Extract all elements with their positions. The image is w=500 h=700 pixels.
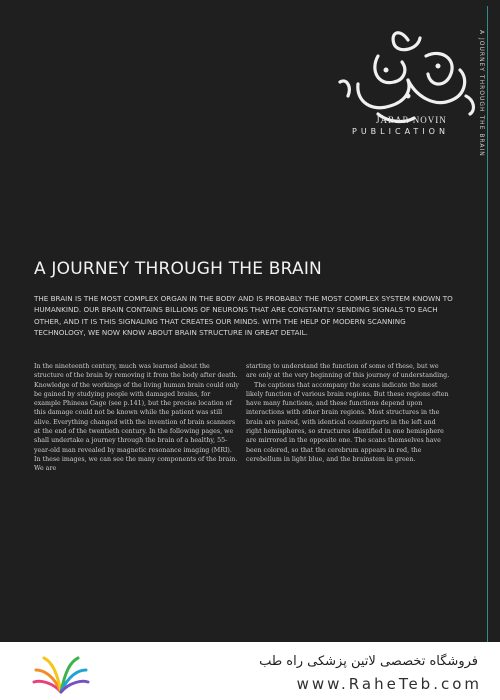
- side-chapter-label: A JOURNEY THROUGH THE BRAIN: [478, 30, 485, 157]
- page-title: A JOURNEY THROUGH THE BRAIN: [34, 259, 322, 279]
- open-book-icon: [30, 652, 92, 696]
- paragraph: The captions that accompany the scans indicate the most likely function of various brain regions. But these regions often have many functions, and these functions depend upon interactions with other brain regions. Most structures in the brain are paired, with identical counterparts in the left and right hemispheres, so structures identified in one hemisphere are mirrored in the opposite one. The scans themselves have been colored, so that the cerebrum appears in red, the cerebellum in light blue, and the brainstem in green.: [246, 381, 449, 463]
- body-column-right: [246, 362, 451, 464]
- watermark-footer: [0, 642, 500, 700]
- paragraph: In the nineteenth century, much was learned about the structure of the brain by removing it from the body after death. Knowledge of the workings of the living human brain could only be gained by studying people with damaged brains, for example Phineas Gage (see p.141), but the precise location of this damage could not be known while the patient was still alive. Everything changed with the invention of brain scanners at the end of the twentieth century. In the following pages, we shall undertake a journey through the brain of a healthy, 55-year-old man revealed by magnetic resonance imaging (MRI). In these images, we can see the many components of the brain. We are: [34, 363, 239, 473]
- store-name: فروشگاه تخصصی لاتین پزشکی راه طب: [259, 654, 478, 669]
- margin-rule: [487, 6, 488, 642]
- intro-paragraph: THE BRAIN IS THE MOST COMPLEX ORGAN IN THE BODY AND IS PROBABLY THE MOST COMPLEX SYSTEM KNOWN TO HUMANKIND. OUR BRAIN CONTAINS BILLIONS OF NEURONS THAT ARE CONSTANTLY SENDING SIGNALS TO EACH OTHER, AND IT IS THIS SIGNALING THAT CREATES OUR MINDS. WITH THE HELP OF MODERN SCANNING TECHNOLOGY, WE NOW KNOW ABOUT BRAIN STRUCTURE IN GREAT DETAIL.: [34, 294, 453, 337]
- store-url: www.RaheTeb.com: [296, 675, 482, 693]
- body-column-left: [34, 362, 239, 474]
- publisher-name: JABAR NOVIN: [376, 115, 447, 125]
- paragraph: starting to understand the function of some of these, but we are only at the very beginning of this journey of understanding.: [246, 363, 450, 380]
- publisher-subtitle: PUBLICATION: [352, 127, 449, 136]
